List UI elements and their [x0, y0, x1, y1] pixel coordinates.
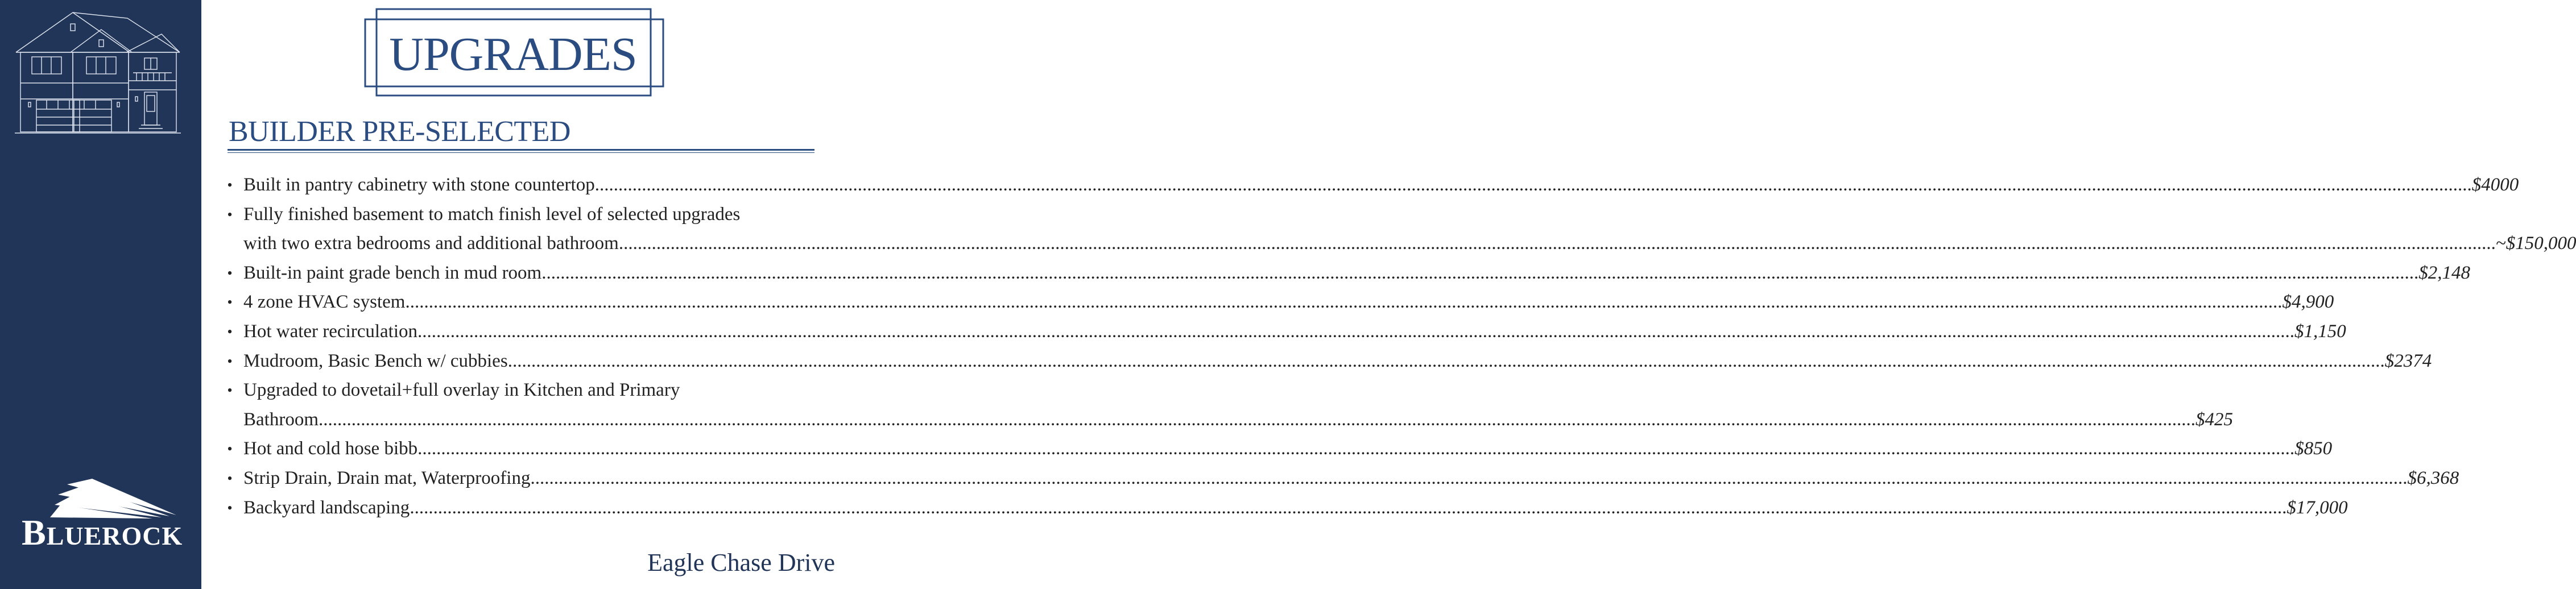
bullet-icon: • [227, 323, 233, 340]
page-title: UPGRADES [389, 28, 637, 81]
item-text: Hot water recirculation [243, 321, 418, 342]
item-text: Bathroom [243, 409, 319, 430]
list-item [225, 464, 2459, 493]
bullet-icon: • [227, 294, 233, 311]
item-price: $4000 [2471, 175, 2519, 195]
item-text: Backyard landscaping [243, 497, 410, 518]
list-item [225, 493, 2348, 523]
item-price: ~$150,000 [2495, 233, 2576, 254]
section-heading: BUILDER PRE-SELECTED [229, 115, 570, 148]
list-item [225, 376, 2233, 434]
bullet-icon: • [227, 441, 233, 458]
item-line [243, 229, 2576, 259]
dot-leader: ................................................................................................................................................................................................................................................................................................................................................................................................................ [417, 438, 2295, 459]
item-line [243, 434, 2333, 464]
item-line [243, 376, 822, 405]
list-item [225, 288, 2334, 317]
item-line [243, 171, 2519, 200]
upgrade-list [225, 171, 2576, 522]
item-line [243, 405, 2233, 435]
list-item [225, 347, 2432, 376]
item-text: Upgraded to dovetail+full overlay in Kitchen and Primary [243, 380, 680, 401]
item-price: $425 [2195, 409, 2233, 430]
item-text: Fully finished basement to match finish level of selected upgrades [243, 204, 741, 225]
item-price: $2374 [2384, 350, 2432, 371]
bullet-icon: • [227, 264, 233, 281]
dot-leader: ................................................................................................................................................................................................................................................................................................................................................................................................................ [405, 292, 2283, 313]
item-line [243, 259, 2470, 288]
list-item [225, 171, 2519, 200]
item-text: 4 zone HVAC system [243, 292, 406, 313]
dot-leader: ................................................................................................................................................................................................................................................................................................................................................................................................................ [318, 409, 2195, 430]
item-text: with two extra bedrooms and additional bathroom [243, 233, 619, 254]
bullet-icon: • [227, 470, 233, 487]
item-price: $17,000 [2286, 497, 2348, 518]
item-price: $1,150 [2294, 321, 2346, 342]
logo-rest: LUEROCK [46, 521, 183, 550]
list-item [225, 200, 2576, 259]
address-footer: Eagle Chase Drive [647, 549, 835, 576]
dot-leader: ................................................................................................................................................................................................................................................................................................................................................................................................................ [410, 497, 2287, 518]
item-line [243, 288, 2334, 317]
list-item [225, 434, 2333, 464]
list-item [225, 259, 2470, 288]
dot-leader: ................................................................................................................................................................................................................................................................................................................................................................................................................ [530, 467, 2408, 488]
house-illustration [15, 11, 181, 136]
item-line [243, 464, 2459, 493]
item-text: Strip Drain, Drain mat, Waterproofing [243, 467, 531, 488]
item-price: $850 [2294, 438, 2333, 459]
bullet-icon: • [227, 499, 233, 516]
item-line [243, 493, 2348, 523]
item-text: Hot and cold hose bibb [243, 438, 418, 459]
heading-rule-thin [228, 152, 814, 153]
dot-leader: ................................................................................................................................................................................................................................................................................................................................................................................................................ [507, 350, 2385, 371]
brand-logo [22, 512, 187, 554]
item-text: Built in pantry cabinetry with stone countertop [243, 175, 595, 195]
dot-leader: ................................................................................................................................................................................................................................................................................................................................................................................................................ [618, 233, 2496, 254]
bullet-icon: • [227, 177, 233, 193]
item-text: Built-in paint grade bench in mud room [243, 262, 542, 283]
dot-leader: ................................................................................................................................................................................................................................................................................................................................................................................................................ [417, 321, 2295, 342]
dot-leader: ................................................................................................................................................................................................................................................................................................................................................................................................................ [541, 262, 2419, 283]
dot-leader: ................................................................................................................................................................................................................................................................................................................................................................................................................ [594, 175, 2472, 195]
bullet-icon: • [227, 206, 233, 223]
item-line [243, 347, 2432, 376]
item-price: $2,148 [2418, 262, 2470, 283]
bullet-icon: • [227, 382, 233, 399]
item-text: Mudroom, Basic Bench w/ cubbies [243, 350, 508, 371]
bullet-icon: • [227, 352, 233, 370]
item-line [243, 317, 2346, 347]
heading-rule [228, 149, 814, 151]
item-price: $4,900 [2282, 292, 2334, 313]
list-item [225, 317, 2346, 347]
logo-initial: B [22, 512, 47, 553]
item-price: $6,368 [2407, 467, 2459, 488]
item-line [243, 200, 822, 230]
sidebar [0, 0, 201, 589]
